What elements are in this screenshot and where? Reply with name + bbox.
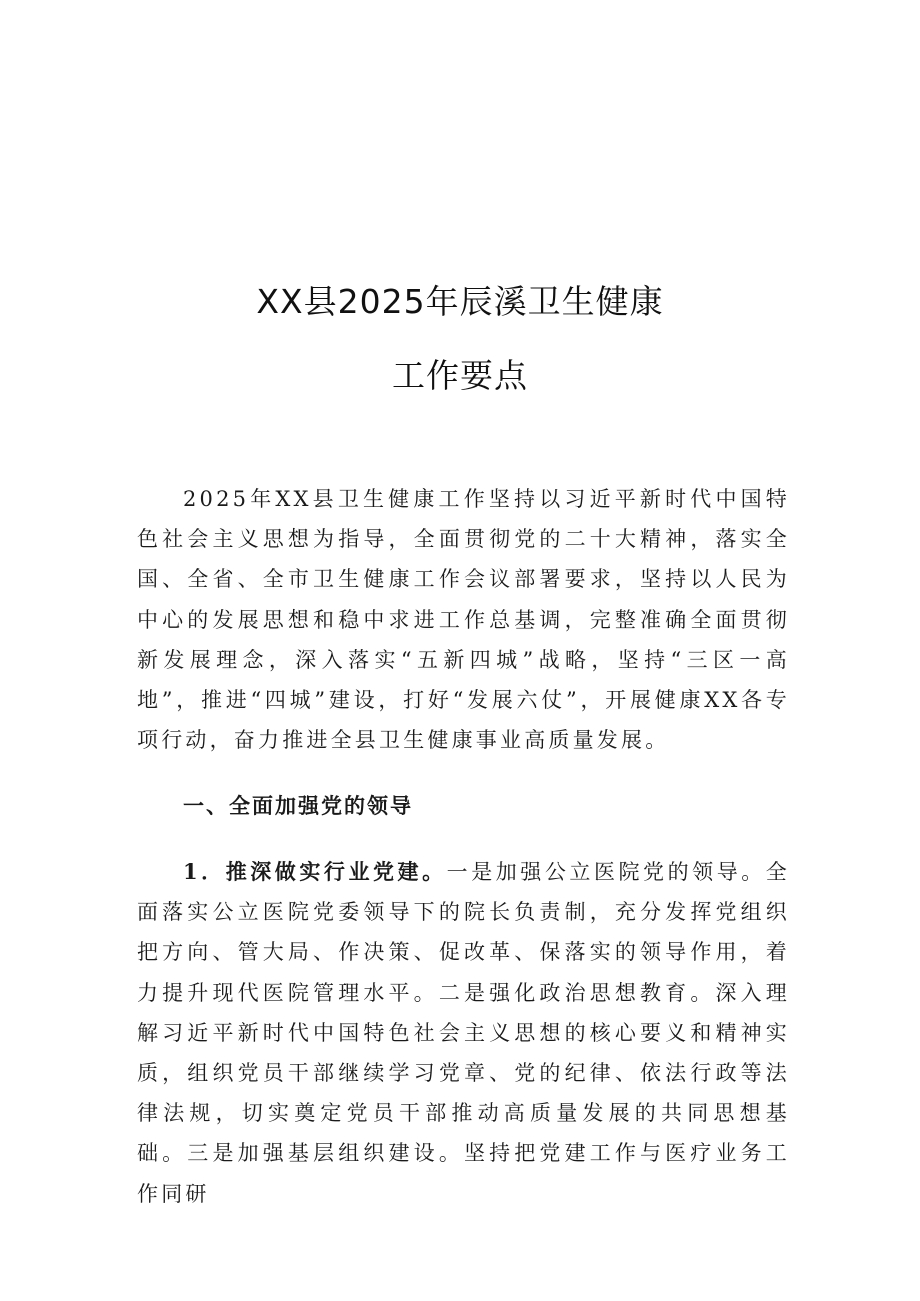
intro-paragraph: 2025年XX县卫生健康工作坚持以习近平新时代中国特色社会主义思想为指导，全面贯彻党的二十大精神，落实全国、全省、全市卫生健康工作会议部署要求，坚持以人民为中心的发展思想和稳中求进工作总基调，完整准确全面贯彻新发展理念，深入落实“五新四城”战略，坚持“三区一高地”，推进“四城”建设，打好“发展六仗”，开展健康XX各专项行动，奋力推进全县卫生健康事业高质量发展。 [137,487,790,753]
item-1-body: 一是加强公立医院党的领导。全面落实公立医院党委领导下的院长负责制，充分发挥党组织把方向、管大局、作决策、促改革、保落实的领导作用，着力提升现代医院管理水平。二是强化政治思想教育。深入理解习近平新时代中国特色社会主义思想的核心要义和精神实质，组织党员干部继续学习党章、党的纪律、依法行政等法律法规，切实奠定党员干部推动高质量发展的共同思想基础。三是加强基层组织建设。坚持把党建工作与医疗业务工作同研 [137,860,790,1206]
document-title-line-2: 工作要点 [392,356,528,395]
item-1-lead: 1．推深做实行业党建。 [183,859,447,884]
section-heading-1: 一、全面加强党的领导 [183,793,413,818]
item-1-paragraph [137,852,790,1214]
document-title-line-1: XX县2025年辰溪卫生健康 [256,282,664,321]
